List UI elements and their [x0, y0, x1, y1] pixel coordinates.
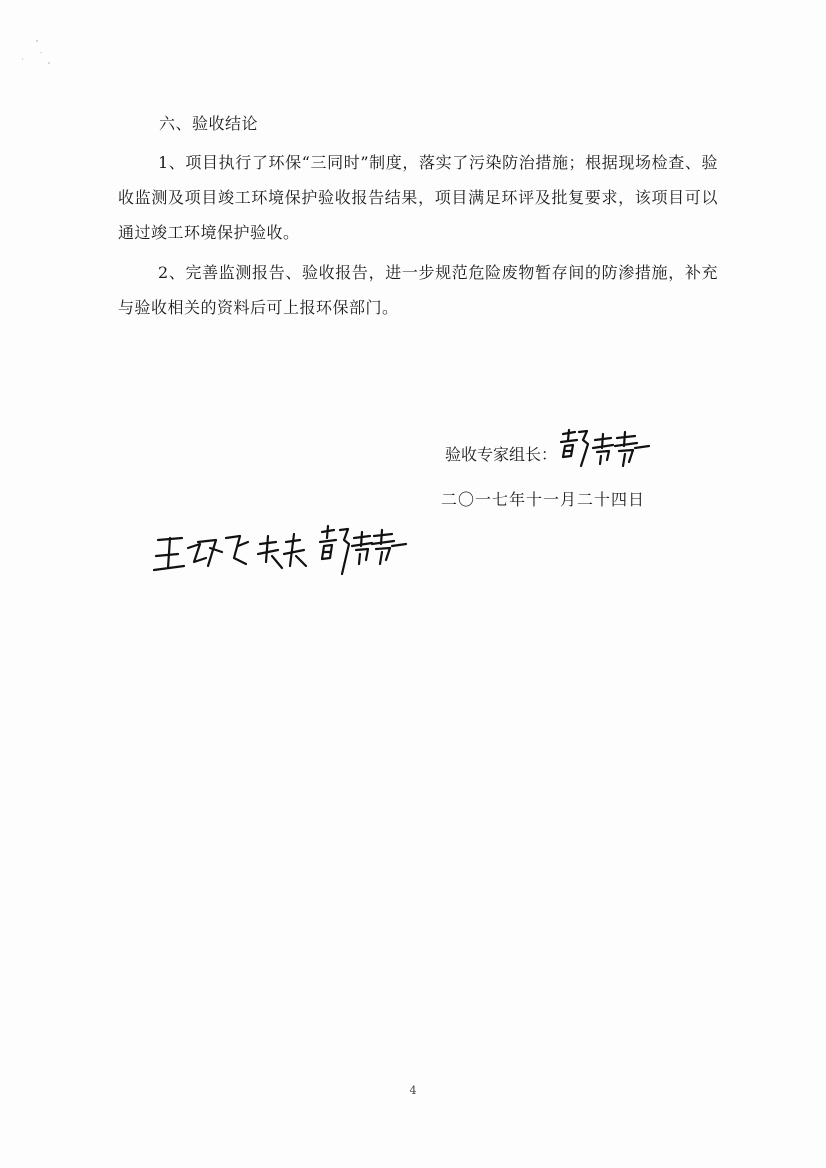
scan-speck [22, 58, 23, 60]
section-heading: 六、验收结论 [159, 114, 259, 133]
scan-speck [48, 62, 50, 64]
handwritten-signature-3 [320, 526, 406, 574]
expert-leader-signoff [445, 428, 657, 468]
page-number: 4 [409, 1084, 417, 1097]
expert-leader-label: 验收专家组长： [445, 445, 558, 464]
scan-speck [36, 40, 38, 42]
expert-signatures [148, 518, 428, 588]
signoff-date: 二〇一七年十一月二十四日 [441, 490, 646, 509]
scan-speck [40, 52, 42, 53]
leader-handwritten-signature [557, 426, 657, 470]
handwritten-signature-2 [258, 534, 306, 568]
conclusion-item-2: 2、完善监测报告、验收报告，进一步规范危险废物暂存间的防渗措施，补充与验收相关的资料后可上报环保部门。 [118, 263, 718, 317]
conclusion-item-1: 1、项目执行了环保“三同时”制度，落实了污染防治措施；根据现场检查、验收监测及项目竣工环境保护验收报告结果，项目满足环评及批复要求，该项目可以通过竣工环境保护验收。 [118, 153, 718, 242]
handwritten-signature-1 [154, 536, 248, 570]
